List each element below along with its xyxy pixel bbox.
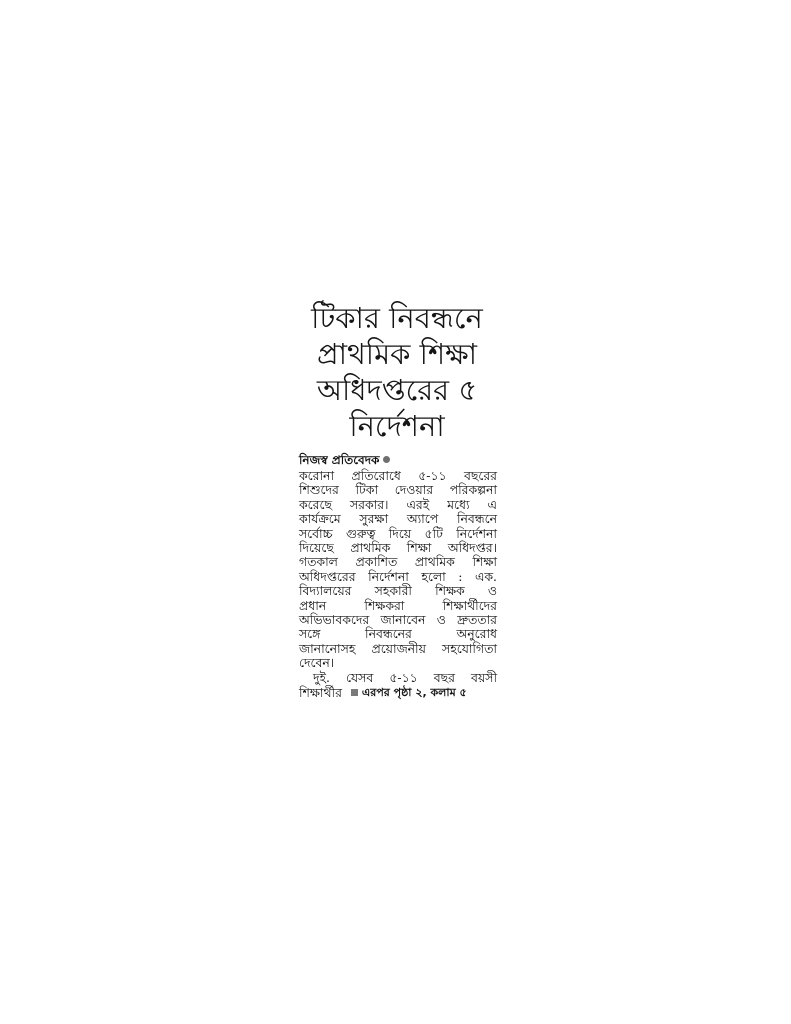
body-line-last: শিক্ষার্থীর <box>299 685 342 701</box>
headline-line: প্রাথমিক শিক্ষা <box>316 337 478 371</box>
bullet-dot-icon <box>383 456 390 463</box>
headline <box>297 300 497 444</box>
headline-line: টিকার নিবন্ধনে <box>311 301 483 335</box>
body-line: গতকাল প্রকাশিত প্রাথমিক শিক্ষা <box>299 554 497 570</box>
body-line: জানানোসহ প্রয়োজনীয় সহযোগিতা <box>299 640 497 656</box>
body-line: কার্যক্রমে সুরক্ষা অ্যাপে নিবন্ধনে <box>299 511 497 527</box>
continued-on-page: এরপর পৃষ্ঠা ২, কলাম ৫ <box>361 686 467 700</box>
body-line: শিশুদের টিকা দেওয়ার পরিকল্পনা <box>299 482 497 498</box>
headline-line: অধিদপ্তরের ৫ <box>316 373 478 407</box>
news-clipping <box>297 300 497 700</box>
body-line: অভিভাবকদের জানাবেন ও দ্রুততার <box>299 612 497 628</box>
body-line: করোনা প্রতিরোধে ৫-১১ বছরের <box>299 468 497 483</box>
body-line: বিদ্যালয়ের সহকারী শিক্ষক ও <box>299 583 497 599</box>
byline-text: নিজস্ব প্রতিবেদক <box>299 453 380 467</box>
article-body <box>299 469 497 685</box>
continuation-line <box>299 685 497 700</box>
body-line: সর্বোচ্চ গুরুত্ব দিয়ে ৫টি নির্দেশনা <box>299 525 497 541</box>
headline-line: নির্দেশনা <box>349 409 445 443</box>
body-line: দেবেন। <box>299 655 335 671</box>
body-line: অধিদপ্তরের নির্দেশনা হলো : এক. <box>299 568 497 584</box>
body-line: দুই. যেসব ৫-১১ বছর বয়সী <box>313 669 497 685</box>
body-line: করেছে সরকার। এরই মধ্যে এ <box>299 496 497 512</box>
byline <box>299 452 497 468</box>
body-line: সঙ্গে নিবন্ধনের অনুরোধ <box>299 626 497 642</box>
body-line: দিয়েছে প্রাথমিক শিক্ষা অধিদপ্তর। <box>299 540 497 556</box>
square-bullet-icon <box>351 689 358 696</box>
body-line: প্রধান শিক্ষকরা শিক্ষার্থীদের <box>299 597 497 613</box>
